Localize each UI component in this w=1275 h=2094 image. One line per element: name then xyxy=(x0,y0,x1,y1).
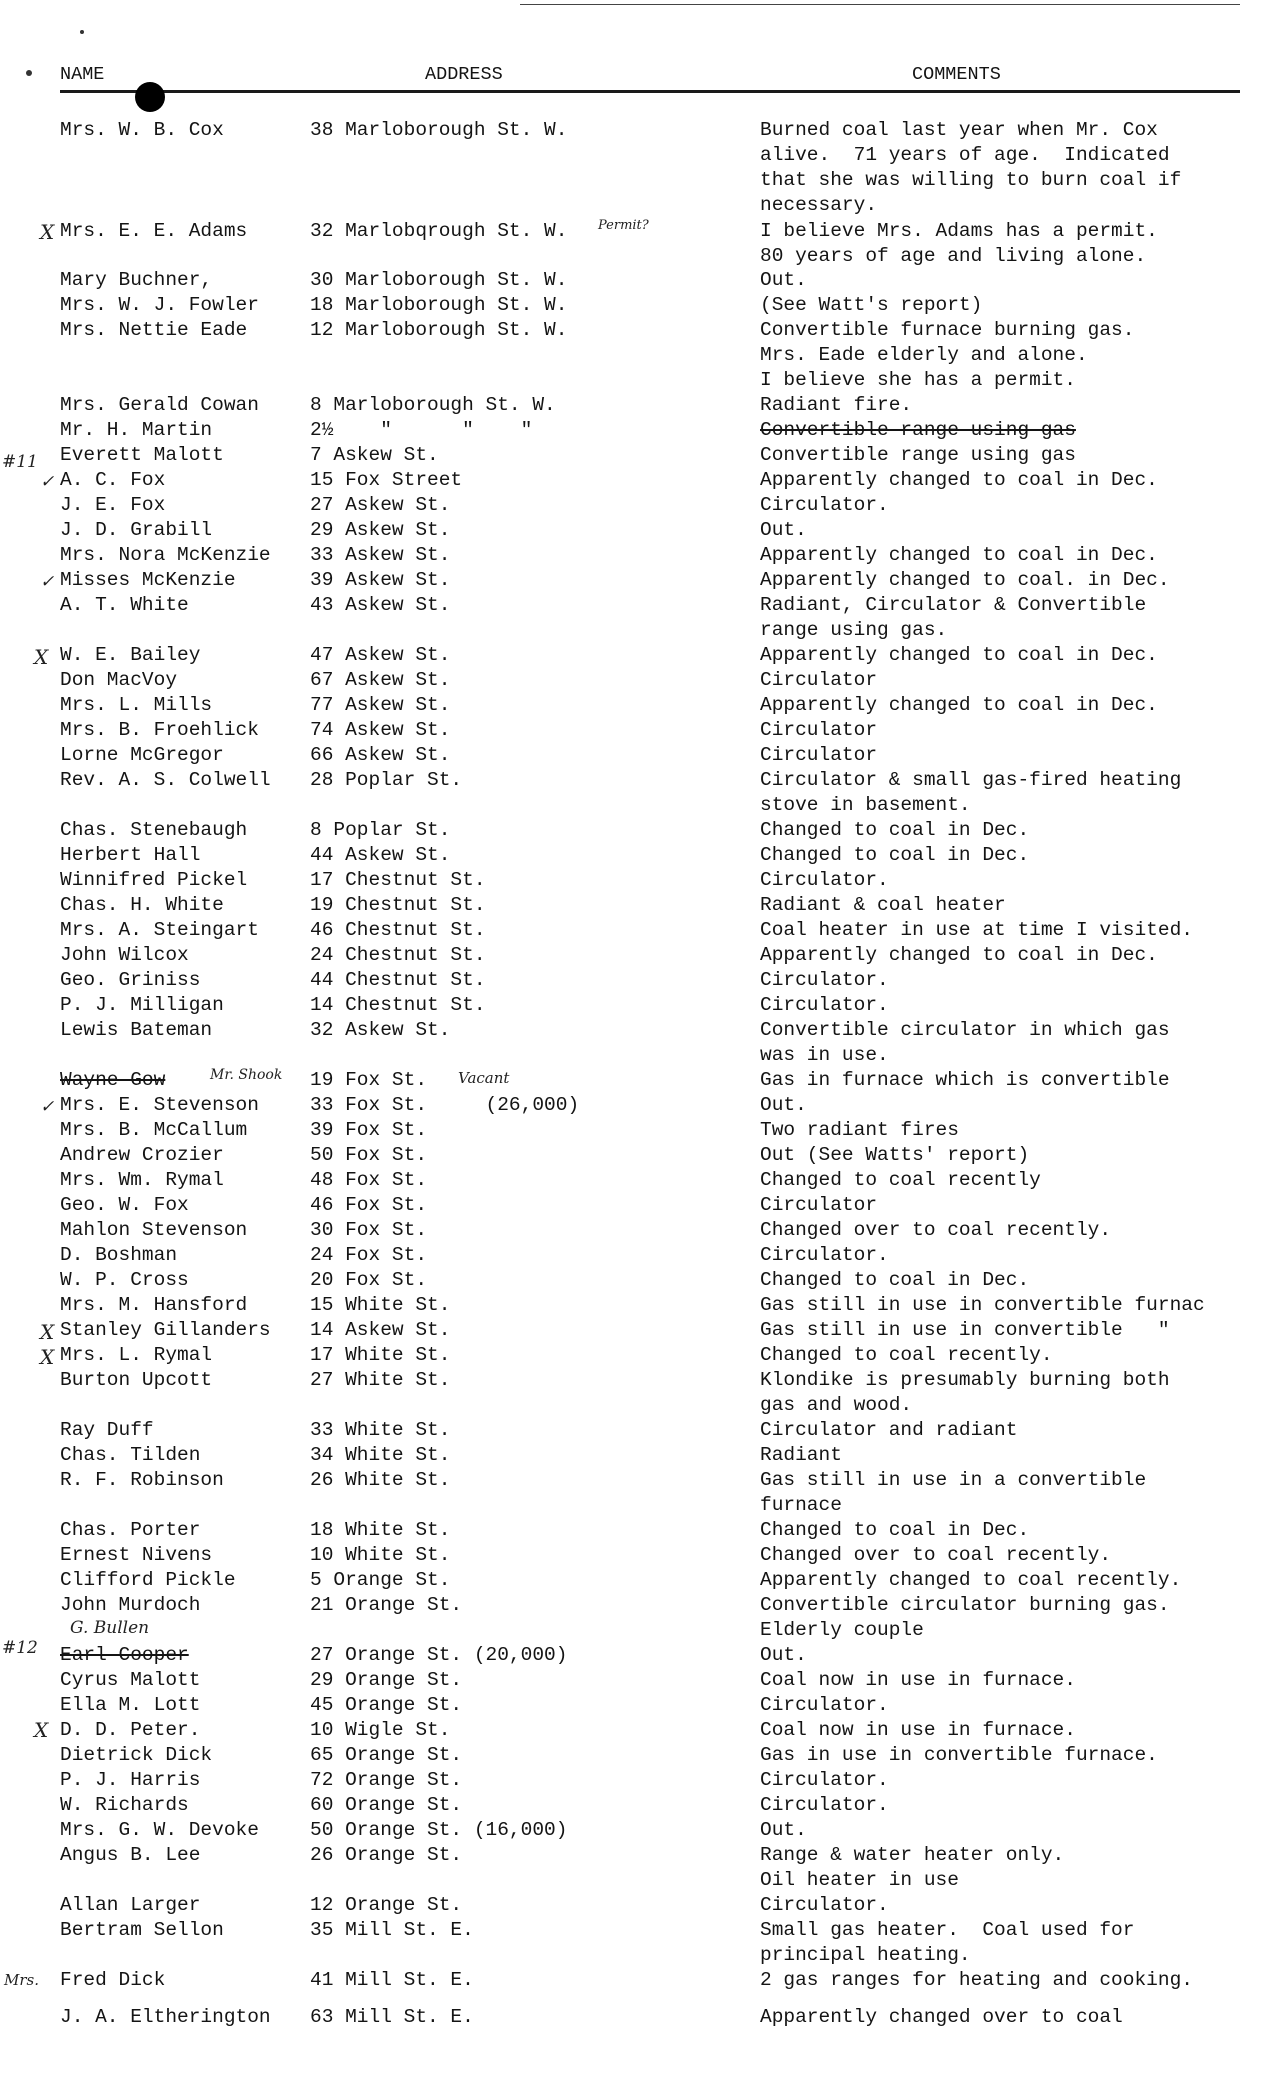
comment: Circulator xyxy=(760,669,878,691)
resident-address: 30 Fox St. xyxy=(310,1219,428,1241)
comment: Out (See Watts' report) xyxy=(760,1144,1030,1166)
resident-name: Fred Dick xyxy=(60,1969,166,1991)
comment: Circulator. xyxy=(760,969,889,991)
comment: Convertible range using gas xyxy=(760,419,1076,441)
annotation: Permit? xyxy=(598,218,649,233)
comment: Apparently changed to coal. in Dec. xyxy=(760,569,1170,591)
resident-name: Ray Duff xyxy=(60,1419,154,1441)
resident-address: 44 Chestnut St. xyxy=(310,969,486,991)
resident-address: 19 Fox St. xyxy=(310,1069,428,1091)
comment: Coal heater in use at time I visited. xyxy=(760,919,1193,941)
comment: Out. xyxy=(760,1094,807,1116)
annotation: X xyxy=(40,1320,55,1344)
resident-address: 24 Fox St. xyxy=(310,1244,428,1266)
header-rule xyxy=(60,90,1240,93)
resident-name: W. E. Bailey xyxy=(60,644,201,666)
resident-name: J. D. Grabill xyxy=(60,519,213,541)
punch-hole xyxy=(135,82,165,112)
resident-address: 15 White St. xyxy=(310,1294,451,1316)
resident-address: 60 Orange St. xyxy=(310,1794,463,1816)
comment: Gas still in use in a convertible furnace xyxy=(760,1469,1147,1516)
resident-name: Stanley Gillanders xyxy=(60,1319,271,1341)
resident-name: Allan Larger xyxy=(60,1894,201,1916)
annotation: #11 xyxy=(2,452,38,472)
resident-address: 2½ " " " xyxy=(310,419,533,441)
resident-name: Mary Buchner, xyxy=(60,269,213,291)
comment: Radiant & coal heater xyxy=(760,894,1006,916)
resident-address: 21 Orange St. xyxy=(310,1594,463,1616)
resident-address: 26 Orange St. xyxy=(310,1844,463,1866)
speck xyxy=(26,70,32,76)
annotation: ✓ xyxy=(40,572,55,592)
annotation: #12 xyxy=(2,1638,38,1658)
comment: Apparently changed to coal in Dec. xyxy=(760,694,1158,716)
resident-name: John Murdoch xyxy=(60,1594,201,1616)
resident-name: Earl Cooper xyxy=(60,1644,189,1666)
comment: Circulator. xyxy=(760,994,889,1016)
resident-name: Mrs. Wm. Rymal xyxy=(60,1169,224,1191)
resident-name: A. T. White xyxy=(60,594,189,616)
resident-address: 18 Marloborough St. W. xyxy=(310,294,568,316)
resident-address: 66 Askew St. xyxy=(310,744,451,766)
resident-address: 43 Askew St. xyxy=(310,594,451,616)
resident-name: W. Richards xyxy=(60,1794,189,1816)
comment: Out. xyxy=(760,1644,807,1666)
resident-name: Dietrick Dick xyxy=(60,1744,213,1766)
comment: Klondike is presumably burning both gas and wood. xyxy=(760,1369,1170,1416)
comment: Circulator. xyxy=(760,1244,889,1266)
comment: Apparently changed to coal in Dec. xyxy=(760,469,1158,491)
resident-name: Mrs. A. Steingart xyxy=(60,919,259,941)
resident-name: Mrs. E. E. Adams xyxy=(60,220,248,242)
resident-address: 30 Marloborough St. W. xyxy=(310,269,568,291)
resident-name: P. J. Milligan xyxy=(60,994,224,1016)
comment: Radiant, Circulator & Convertible range using gas. xyxy=(760,594,1147,641)
resident-address: 46 Chestnut St. xyxy=(310,919,486,941)
resident-address: 8 Poplar St. xyxy=(310,819,451,841)
comment: Changed to coal in Dec. xyxy=(760,1269,1030,1291)
comment: Apparently changed to coal in Dec. xyxy=(760,944,1158,966)
resident-address: 48 Fox St. xyxy=(310,1169,428,1191)
resident-name: Chas. Porter xyxy=(60,1519,201,1541)
resident-name: Burton Upcott xyxy=(60,1369,213,1391)
comment: Coal now in use in furnace. xyxy=(760,1719,1076,1741)
comment: Convertible circulator burning gas. Elderly couple xyxy=(760,1594,1170,1641)
resident-address: 72 Orange St. xyxy=(310,1769,463,1791)
comment: Range & water heater only. Oil heater in use xyxy=(760,1844,1065,1891)
comment: Circulator xyxy=(760,719,878,741)
resident-address: 19 Chestnut St. xyxy=(310,894,486,916)
resident-name: Mrs. Nettie Eade xyxy=(60,319,248,341)
resident-address: 39 Fox St. xyxy=(310,1119,428,1141)
resident-name: Mrs. Gerald Cowan xyxy=(60,394,259,416)
resident-name: Mr. H. Martin xyxy=(60,419,213,441)
comment: Changed to coal in Dec. xyxy=(760,819,1030,841)
resident-address: 15 Fox Street xyxy=(310,469,463,491)
comment: Circulator. xyxy=(760,494,889,516)
comment: Gas in use in convertible furnace. xyxy=(760,1744,1158,1766)
comment: Radiant fire. xyxy=(760,394,913,416)
annotation: ✓ xyxy=(40,472,55,492)
resident-address: 17 White St. xyxy=(310,1344,451,1366)
resident-name: Wayne Gow xyxy=(60,1069,166,1091)
resident-address: 12 Orange St. xyxy=(310,1894,463,1916)
resident-name: Cyrus Malott xyxy=(60,1669,201,1691)
resident-address: 7 Askew St. xyxy=(310,444,439,466)
resident-address: 46 Fox St. xyxy=(310,1194,428,1216)
resident-name: Clifford Pickle xyxy=(60,1569,236,1591)
annotation: G. Bullen xyxy=(70,1618,150,1638)
annotation: X xyxy=(40,1345,55,1369)
comment: 2 gas ranges for heating and cooking. xyxy=(760,1969,1193,1991)
comment: Circulator xyxy=(760,744,878,766)
resident-address: 32 Marlobqrough St. W. xyxy=(310,220,568,242)
resident-name: Geo. Griniss xyxy=(60,969,201,991)
comment: Coal now in use in furnace. xyxy=(760,1669,1076,1691)
header-address: ADDRESS xyxy=(425,64,503,85)
resident-address: 27 Orange St. (20,000) xyxy=(310,1644,568,1666)
comment: Out. xyxy=(760,269,807,291)
resident-name: J. A. Eltherington xyxy=(60,2006,271,2028)
resident-address: 44 Askew St. xyxy=(310,844,451,866)
resident-name: Winnifred Pickel xyxy=(60,869,248,891)
resident-address: 39 Askew St. xyxy=(310,569,451,591)
resident-address: 5 Orange St. xyxy=(310,1569,451,1591)
resident-address: 65 Orange St. xyxy=(310,1744,463,1766)
resident-address: 41 Mill St. E. xyxy=(310,1969,474,1991)
comment: Gas in furnace which is convertible xyxy=(760,1069,1170,1091)
resident-address: 14 Chestnut St. xyxy=(310,994,486,1016)
annotation: X xyxy=(34,1718,49,1742)
resident-address: 38 Marloborough St. W. xyxy=(310,119,568,141)
resident-address: 14 Askew St. xyxy=(310,1319,451,1341)
comment: Circulator. xyxy=(760,1694,889,1716)
resident-name: J. E. Fox xyxy=(60,494,166,516)
resident-address: 34 White St. xyxy=(310,1444,451,1466)
resident-address: 10 Wigle St. xyxy=(310,1719,451,1741)
comment: Convertible furnace burning gas. Mrs. Eade elderly and alone. I believe she has a permit. xyxy=(760,319,1135,391)
speck xyxy=(80,30,84,34)
resident-address: 10 White St. xyxy=(310,1544,451,1566)
resident-name: Lorne McGregor xyxy=(60,744,224,766)
resident-address: 67 Askew St. xyxy=(310,669,451,691)
comment: Circulator. xyxy=(760,869,889,891)
resident-address: 27 White St. xyxy=(310,1369,451,1391)
resident-name: Misses McKenzie xyxy=(60,569,236,591)
comment: Changed over to coal recently. xyxy=(760,1544,1112,1566)
comment: Circulator & small gas-fired heating stove in basement. xyxy=(760,769,1182,816)
comment: I believe Mrs. Adams has a permit. 80 years of age and living alone. xyxy=(760,220,1158,267)
comment: Two radiant fires xyxy=(760,1119,959,1141)
header-name: NAME xyxy=(60,64,105,85)
resident-name: Rev. A. S. Colwell xyxy=(60,769,271,791)
annotation: Mr. Shook xyxy=(210,1067,283,1083)
comment: Apparently changed to coal in Dec. xyxy=(760,644,1158,666)
resident-address: 20 Fox St. xyxy=(310,1269,428,1291)
comment: Out. xyxy=(760,519,807,541)
resident-address: 33 Fox St. (26,000) xyxy=(310,1094,580,1116)
resident-name: Mrs. G. W. Devoke xyxy=(60,1819,259,1841)
comment: Circulator. xyxy=(760,1894,889,1916)
resident-name: Chas. H. White xyxy=(60,894,224,916)
resident-name: Mrs. W. J. Fowler xyxy=(60,294,259,316)
comment: Apparently changed over to coal xyxy=(760,2006,1123,2028)
resident-name: Geo. W. Fox xyxy=(60,1194,189,1216)
resident-name: W. P. Cross xyxy=(60,1269,189,1291)
resident-address: 26 White St. xyxy=(310,1469,451,1491)
comment: Changed over to coal recently. xyxy=(760,1219,1112,1241)
resident-address: 35 Mill St. E. xyxy=(310,1919,474,1941)
comment: Changed to coal in Dec. xyxy=(760,844,1030,866)
resident-name: John Wilcox xyxy=(60,944,189,966)
comment: Apparently changed to coal in Dec. xyxy=(760,544,1158,566)
resident-name: Don MacVoy xyxy=(60,669,178,691)
resident-address: 63 Mill St. E. xyxy=(310,2006,474,2028)
resident-address: 50 Fox St. xyxy=(310,1144,428,1166)
comment: Changed to coal recently. xyxy=(760,1344,1053,1366)
resident-address: 33 White St. xyxy=(310,1419,451,1441)
resident-address: 32 Askew St. xyxy=(310,1019,451,1041)
resident-name: R. F. Robinson xyxy=(60,1469,224,1491)
comment: Radiant xyxy=(760,1444,842,1466)
comment: Gas still in use in convertible furnac xyxy=(760,1294,1205,1316)
comment: Circulator. xyxy=(760,1794,889,1816)
resident-address: 45 Orange St. xyxy=(310,1694,463,1716)
resident-address: 29 Orange St. xyxy=(310,1669,463,1691)
resident-address: 18 White St. xyxy=(310,1519,451,1541)
annotation: Mrs. xyxy=(4,1971,39,1989)
resident-name: Mrs. B. McCallum xyxy=(60,1119,248,1141)
resident-name: Mrs. M. Hansford xyxy=(60,1294,248,1316)
resident-name: Chas. Stenebaugh xyxy=(60,819,248,841)
comment: Changed to coal recently xyxy=(760,1169,1041,1191)
resident-address: 24 Chestnut St. xyxy=(310,944,486,966)
resident-name: Ernest Nivens xyxy=(60,1544,213,1566)
resident-name: Mrs. L. Mills xyxy=(60,694,213,716)
resident-address: 29 Askew St. xyxy=(310,519,451,541)
resident-name: Chas. Tilden xyxy=(60,1444,201,1466)
resident-name: Mahlon Stevenson xyxy=(60,1219,248,1241)
comment: Burned coal last year when Mr. Cox alive. 71 years of age. Indicated that she was willing to burn coal if necessary. xyxy=(760,119,1182,216)
resident-address: 77 Askew St. xyxy=(310,694,451,716)
comment: Small gas heater. Coal used for principal heating. xyxy=(760,1919,1135,1966)
resident-address: 27 Askew St. xyxy=(310,494,451,516)
comment: Out. xyxy=(760,1819,807,1841)
resident-name: Mrs. W. B. Cox xyxy=(60,119,224,141)
resident-address: 33 Askew St. xyxy=(310,544,451,566)
resident-name: Andrew Crozier xyxy=(60,1144,224,1166)
resident-address: 12 Marloborough St. W. xyxy=(310,319,568,341)
annotation: ✓ xyxy=(40,1097,55,1117)
resident-address: 47 Askew St. xyxy=(310,644,451,666)
resident-name: Lewis Bateman xyxy=(60,1019,213,1041)
comment: (See Watt's report) xyxy=(760,294,983,316)
resident-address: 28 Poplar St. xyxy=(310,769,463,791)
annotation: X xyxy=(40,220,55,244)
comment: Convertible range using gas xyxy=(760,444,1076,466)
resident-name: Herbert Hall xyxy=(60,844,201,866)
comment: Changed to coal in Dec. xyxy=(760,1519,1030,1541)
comment: Circulator xyxy=(760,1194,878,1216)
comment: Apparently changed to coal recently. xyxy=(760,1569,1182,1591)
annotation: X xyxy=(34,645,49,669)
resident-name: Mrs. L. Rymal xyxy=(60,1344,213,1366)
resident-address: 50 Orange St. (16,000) xyxy=(310,1819,568,1841)
resident-name: Ella M. Lott xyxy=(60,1694,201,1716)
comment: Gas still in use in convertible " xyxy=(760,1319,1170,1341)
top-rule xyxy=(520,4,1240,5)
annotation: Vacant xyxy=(458,1069,510,1087)
comment: Circulator and radiant xyxy=(760,1419,1018,1441)
resident-name: D. D. Peter. xyxy=(60,1719,201,1741)
comment: Circulator. xyxy=(760,1769,889,1791)
header-comments: COMMENTS xyxy=(912,64,1001,85)
resident-name: Mrs. B. Froehlick xyxy=(60,719,259,741)
resident-name: Angus B. Lee xyxy=(60,1844,201,1866)
resident-name: D. Boshman xyxy=(60,1244,178,1266)
resident-address: 8 Marloborough St. W. xyxy=(310,394,556,416)
resident-name: P. J. Harris xyxy=(60,1769,201,1791)
resident-name: Bertram Sellon xyxy=(60,1919,224,1941)
resident-address: 17 Chestnut St. xyxy=(310,869,486,891)
resident-name: Mrs. Nora McKenzie xyxy=(60,544,271,566)
comment: Convertible circulator in which gas was in use. xyxy=(760,1019,1170,1066)
resident-name: Mrs. E. Stevenson xyxy=(60,1094,259,1116)
resident-address: 74 Askew St. xyxy=(310,719,451,741)
resident-name: Everett Malott xyxy=(60,444,224,466)
resident-name: A. C. Fox xyxy=(60,469,166,491)
